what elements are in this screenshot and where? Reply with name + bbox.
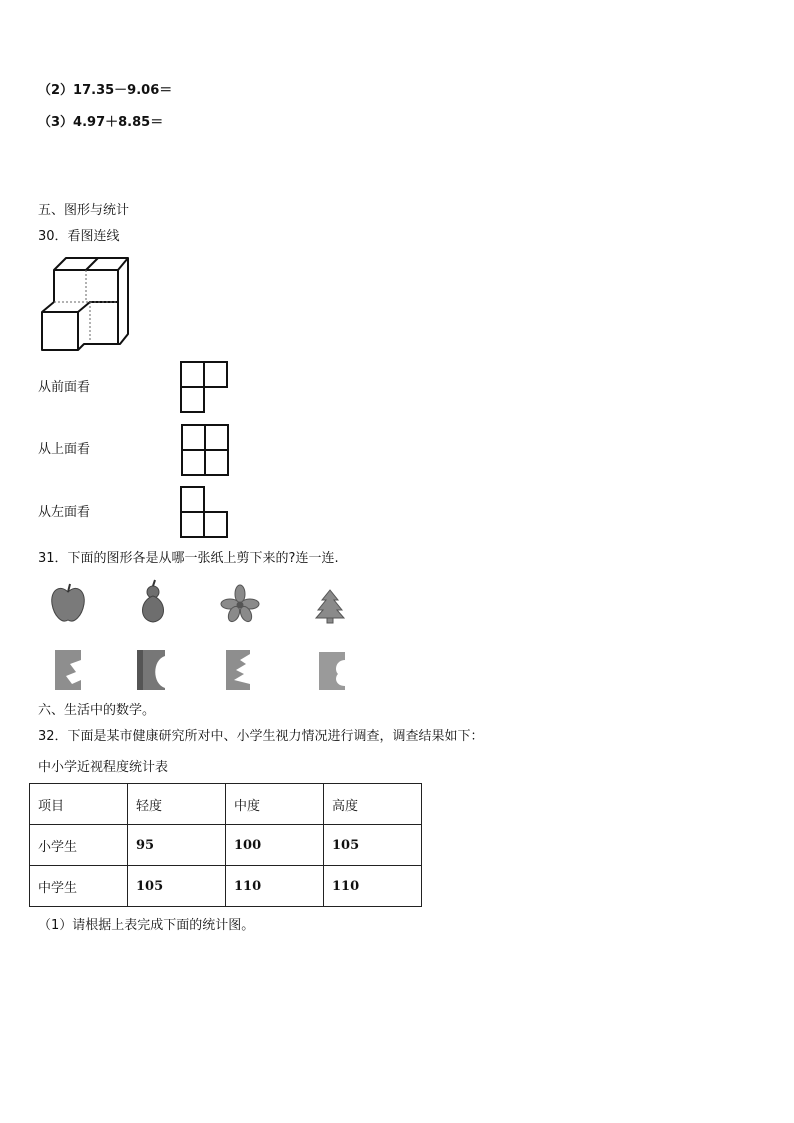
table-cell: 95 <box>128 825 226 866</box>
table-header-row <box>30 784 422 825</box>
calc-question-3: （3）4.97＋8.85＝ <box>38 115 164 130</box>
calc-question-2: （2）17.35－9.06＝ <box>38 83 173 98</box>
table-header-cell: 轻度 <box>128 784 226 825</box>
table-row <box>30 825 422 866</box>
question-31-title: 31．下面的图形各是从哪一张纸上剪下来的?连一连. <box>38 551 339 566</box>
apple-icon <box>52 584 85 621</box>
table-header-cell: 高度 <box>324 784 422 825</box>
cut-paper-apple-icon <box>319 652 345 690</box>
sub-question-1: （1）请根据上表完成下面的统计图。 <box>38 918 255 933</box>
question-30-title: 30．看图连线 <box>38 229 120 244</box>
table-cell: 105 <box>128 866 226 907</box>
tree-icon <box>316 590 344 623</box>
gourd-icon <box>142 580 163 622</box>
view-label-top: 从上面看 <box>38 442 91 457</box>
section-6-title: 六、生活中的数学。 <box>38 703 156 718</box>
section-5-title: 五、图形与统计 <box>38 203 130 218</box>
table-title: 中小学近视程度统计表 <box>38 760 169 775</box>
cut-paper-gourd-icon <box>137 650 165 690</box>
cut-paper-flower-icon <box>55 650 81 690</box>
view-label-front: 从前面看 <box>38 380 91 395</box>
table-header-cell: 项目 <box>30 784 128 825</box>
table-cell: 100 <box>226 825 324 866</box>
cut-paper-tree-icon <box>226 650 250 690</box>
table-cell: 中学生 <box>30 866 128 907</box>
table-cell: 105 <box>324 825 422 866</box>
table-cell: 110 <box>324 866 422 907</box>
table-cell: 110 <box>226 866 324 907</box>
myopia-stats-table <box>29 783 422 907</box>
question-32-title: 32．下面是某市健康研究所对中、小学生视力情况进行调查，调查结果如下： <box>38 729 484 744</box>
view-label-left: 从左面看 <box>38 505 91 520</box>
table-row <box>30 866 422 907</box>
flower-icon <box>221 585 259 623</box>
table-header-cell: 中度 <box>226 784 324 825</box>
table-cell: 小学生 <box>30 825 128 866</box>
